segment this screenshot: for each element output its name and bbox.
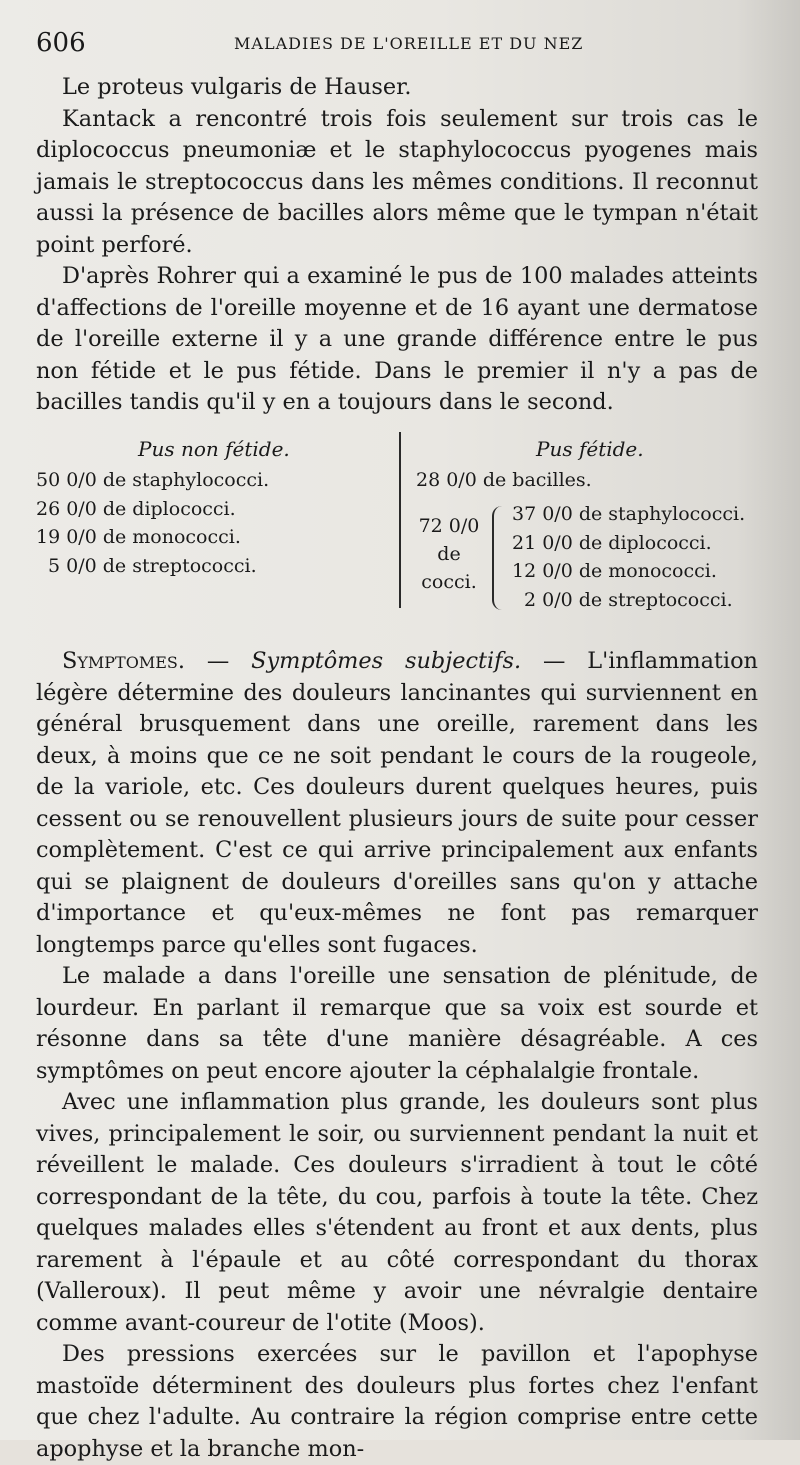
running-title: MALADIES DE L'OREILLE ET DU NEZ (234, 34, 584, 53)
column-header: Pus fétide. (536, 437, 644, 461)
table-column-non-fetid (36, 432, 396, 580)
cocci-group (416, 503, 756, 618)
table-row: 19 0/0 de monococci. (36, 526, 241, 548)
cocci-label-line: de (437, 543, 461, 565)
column-header: Pus non fétide. (138, 437, 290, 461)
cocci-label-line: cocci. (421, 571, 477, 593)
brace (492, 506, 508, 610)
paragraph: Le malade a dans l'oreille une sensation de plénitude, de lourdeur. En parlant il remarque que sa voix est sourde et résonne dans sa tête d'une manière désagréable. A ces symptômes on peut encore ajouter la céphalalgie frontale. (36, 963, 758, 1084)
subsection-heading: Symptômes subjectifs. (251, 648, 522, 674)
dash: — (184, 648, 252, 674)
paragraph: D'après Rohrer qui a examiné le pus de 100 malades atteints d'affections de l'oreille moyenne et de 16 ayant une dermatose de l'oreille externe il y a une grande différence entre le pus non fétide et le pus fétide. Dans le premier il n'y a pas de bacilles tandis qu'il y en a toujours dans le second. (36, 263, 758, 415)
table-row: 12 0/0 de monococci. (512, 560, 717, 582)
page-header (36, 28, 760, 64)
cocci-label (416, 512, 482, 596)
symptoms-text-block (36, 646, 758, 1465)
table-row: 5 0/0 de streptococci. (48, 554, 257, 577)
section-heading: Symptomes. (62, 648, 185, 674)
dash: — (521, 648, 588, 674)
top-text-block (36, 72, 758, 419)
column-divider (399, 432, 401, 608)
page-number: 606 (36, 28, 86, 58)
table-row: 21 0/0 de diplococci. (512, 531, 712, 554)
paragraph: Kantack a rencontré trois fois seulement sur trois cas le diplococcus pneumoniæ et le staphylococcus pyogenes mais jamais le streptococcus dans les mêmes conditions. Il reconnut aussi la présence de bacilles alors même que le tympan n'était point perforé. (36, 105, 758, 258)
paragraph (36, 646, 758, 961)
paragraph: Des pressions exercées sur le pavillon et l'apophyse mastoïde déterminent des douleurs plus fortes chez l'enfant que chez l'adulte. Au contraire la région comprise entre cette apophyse et la branche mon- (36, 1341, 758, 1462)
paragraph: Le proteus vulgaris de Hauser. (62, 74, 412, 100)
bacteria-table (36, 432, 756, 612)
table-row: 28 0/0 de bacilles. (416, 469, 592, 491)
table-row: 50 0/0 de staphylococci. (36, 469, 270, 491)
cocci-label-line: 72 0/0 (418, 515, 480, 537)
table-column-fetid (416, 432, 756, 611)
cocci-list (512, 500, 745, 614)
table-row: 2 0/0 de streptococci. (524, 588, 733, 611)
table-row: 37 0/0 de staphylococci. (512, 503, 746, 525)
paragraph-text: L'inflammation légère détermine des douleurs lancinantes qui surviennent en général brusquement dans une oreille, rarement dans les deux, à moins que ce ne soit pendant le cours de la rougeole, de la variole, etc. Ces douleurs durent quelques heures, puis cessent ou se renouvellent plusieurs jours de suite pour cesser complètement. C'est ce qui arrive principalement aux enfants qui se plaignent de douleurs d'oreilles sans qu'on y attache d'importance et qu'eux-mêmes ne font pas remarquer longtemps parce qu'elles sont fugaces. (36, 648, 758, 958)
table-row: 26 0/0 de diplococci. (36, 497, 236, 520)
paragraph: Avec une inflammation plus grande, les douleurs sont plus vives, principalement le soir, ou surviennent pendant la nuit et réveillent le malade. Ces douleurs s'irradient à tout le côté correspondant de la tête, du cou, parfois à toute la tête. Chez quelques malades elles s'étendent au front et aux dents, plus rarement à l'épaule et au côté correspondant du thorax (Valleroux). Il peut même y avoir une névralgie dentaire comme avant-coureur de l'otite (Moos). (36, 1089, 758, 1336)
